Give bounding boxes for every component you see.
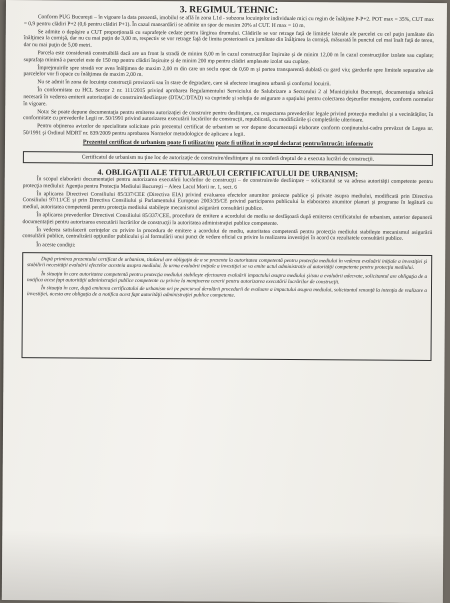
section-3-paragraph: Nota: Se poate depune documentaţia pentru emiterea autorizaţiei de construire pentru desfiinţare, cu respectarea prevederilor legale privind protecţia mediului şi a vecinătăţilor, în conformitate cu prevederile Legii nr. 50/1991 privind autorizarea executării lucrărilor de construcţii, republicată, cu modificările şi completările ulterioare. [23, 108, 434, 124]
disclaimer-box: Certificatul de urbanism nu ţine loc de autorizaţie de construire/desfiinţare şi nu conferă dreptul de a executa lucrări de construcţii. [23, 151, 433, 166]
section-3-paragraph: Parcela este considerată construibilă dacă are un front la stradă de minim 8,00 m în cazul construcţiilor înşiruite şi de minim 12,00 m în cazul construcţiilor izolate sau cuplate; suprafaţa minimă a parcelei este de 150 mp pentru clădiri înşiruite şi de minim 200 mp pentru clădiri amplasate izolat sau cuplate. [23, 50, 434, 65]
section-3-paragraph: Se admite o depăşire a CUT proporţională cu suprafeţele cedate pentru lărgirea drumului. Clădirile se vor retrage faţă de limitele laterale ale parcelei cu cel puţin jumătate din înălţimea la cornişă, dar nu cu mai puţin de 3,00 m, respectiv se vor retrage faţă de limita posterioară cu jumătate din înălţimea la cornişă, măsurată în punctul cel mai înalt faţă de teren, dar nu mai puţin de 5,00 metri. [23, 28, 434, 49]
section-3-paragraph: În conformitate cu HCL Sector 2 nr. 111/2015 privind aprobarea Regulamentului Serviciului de Salubrizare a Sectorului 2 al Municipiului Bucureşti, documentaţia tehnică necesară în vederea emiterii autorizaţiei de construire/desfiinţare (DTAC/DTAD) va cuprinde şi soluţia de asigurare a spaţiului pentru colectarea deşeurilor menajere, conform normelor în vigoare. [23, 87, 434, 107]
document-content [21, 4, 433, 361]
section-4-paragraph: În aplicarea prevederilor Directivei Consiliului 85/337/CEE, procedura de emitere a acordului de mediu se desfăşoară după emiterea certificatului de urbanism, anterior depunerii documentaţiei pentru autorizarea executării lucrărilor de construcţii la autoritatea administraţiei publice competente. [22, 212, 433, 227]
section-4-paragraph: În scopul elaborării documentaţiei pentru autorizarea executării lucrărilor de construcţii – de construire/de desfiinţare – solicitantul se va adresa autorităţii competente pentru protecţia mediului: Agenţia pentru Protecţia Mediului Bucureşti – Aleea Lacul Morii nr. 1, sect. 6 [22, 176, 433, 191]
section-4-paragraph: În vederea satisfacerii cerinţelor cu privire la procedura de emitere a acordului de mediu, autoritatea competentă pentru protecţia mediului stabileşte mecanismul asigurării consultării publice, centralizării opţiunilor publicului şi al formulării unui punct de vedere oficial cu privire la realizarea investiţiei în acord cu rezultatele consultării publice. [22, 227, 433, 243]
section-3-paragraph: Nu se admit în zona de locuinţe construcţii provizorii sau în stare de degradare, care să afecteze imaginea urbană şi confortul locuirii. [37, 79, 331, 88]
paper-shadow [2, 530, 443, 603]
box-paragraph: În situaţia în care, după emiterea certificatului de urbanism ori pe parcursul derulării procedurii de evaluare a impactului asupra mediului, solicitantul renunţă la intenţia de realizare a investiţiei, acesta are obligaţia de a notifica acest fapt autorităţii administraţiei publice competente. [26, 285, 428, 299]
box-paragraph: După primirea prezentului certificat de urbanism, titularul are obligaţia de a se prezenta la autoritatea competentă pentru protecţia mediului în vederea evaluării iniţiale a investiţiei şi stabilirii necesităţii evaluării efectelor acesteia asupra mediului. În urma evaluării iniţiale a investiţiei se va emite actul administrativ al autorităţii competente pentru protecţia mediului. [27, 256, 428, 272]
box-paragraph: În situaţia în care autoritatea competentă pentru protecţia mediului stabileşte efectuarea evaluării impactului asupra mediului şi/sau a evaluării adecvate, solicitantul are obligaţia de a notifica acest fapt autorităţii administraţiei publice competente cu privire la menţinerea cererii pentru autorizarea executării lucrărilor de construcţii. [27, 270, 428, 286]
section-3-paragraph: Conform PUG Bucureşti – în vigoare la data prezentă, imobilul se află în zona L1d - subzona locuinţelor individuale mici cu regim de înălţime P-P+2. POT max = 35%, CUT max = 0,9 pentru clădiri P+2 (0,6 pentru clădiri P+1). În cazul mansardării se admite un spor de maxim 20% al CUT. H max = 10 m. [23, 14, 434, 29]
section-3-paragraph: Împrejmuirile spre stradă vor avea înălţimea de maxim 2,00 m din care un soclu opac de 0,60 m şi partea transparentă dublată cu gard viu; gardurile spre limitele separative ale parcelelor vor fi opace cu înălţimea de maxim 2,00 m. [23, 64, 434, 79]
section-4-paragraph: În aceste condiţii: [36, 241, 76, 249]
usage-statement: Prezentul certificat de urbanism poate fi utilizat/nu poate fi utilizat în scopul declarat pentru/întrucât: informativ [82, 139, 374, 148]
document-page [2, 0, 447, 603]
section-3-paragraph: Pentru obţinerea avizelor de specialitate solicitate prin prezentul certificat de urbanism se vor depune documentaţii elaborate conform conţinutului-cadru prevăzut de Legea nr. 50/1991 şi Ordinul MDRT nr. 839/2009 pentru aprobarea Normelor metodologice de aplicare a legii. [23, 123, 434, 138]
section-4-title: 4. OBLIGAŢII ALE TITULARULUI CERTIFICATULUI DE URBANISM: [97, 167, 359, 179]
section-3-title: 3. REGIMUL TEHNIC: [179, 5, 279, 16]
section-4-paragraph: În aplicarea Directivei Consiliului 85/337/CEE (Directiva EIA) privind evaluarea efectelor anumitor proiecte publice şi private asupra mediului, modificată prin Directiva Consiliului 97/11/CE şi prin Directiva Consiliului şi Parlamentului European 2003/35/CE privind participarea publicului la elaborarea anumitor planuri şi programe în legătură cu mediul, autoritatea competentă pentru protecţia mediului stabileşte mecanismul asigurării consultării publice. [22, 191, 433, 212]
environment-obligations-box [21, 252, 432, 361]
